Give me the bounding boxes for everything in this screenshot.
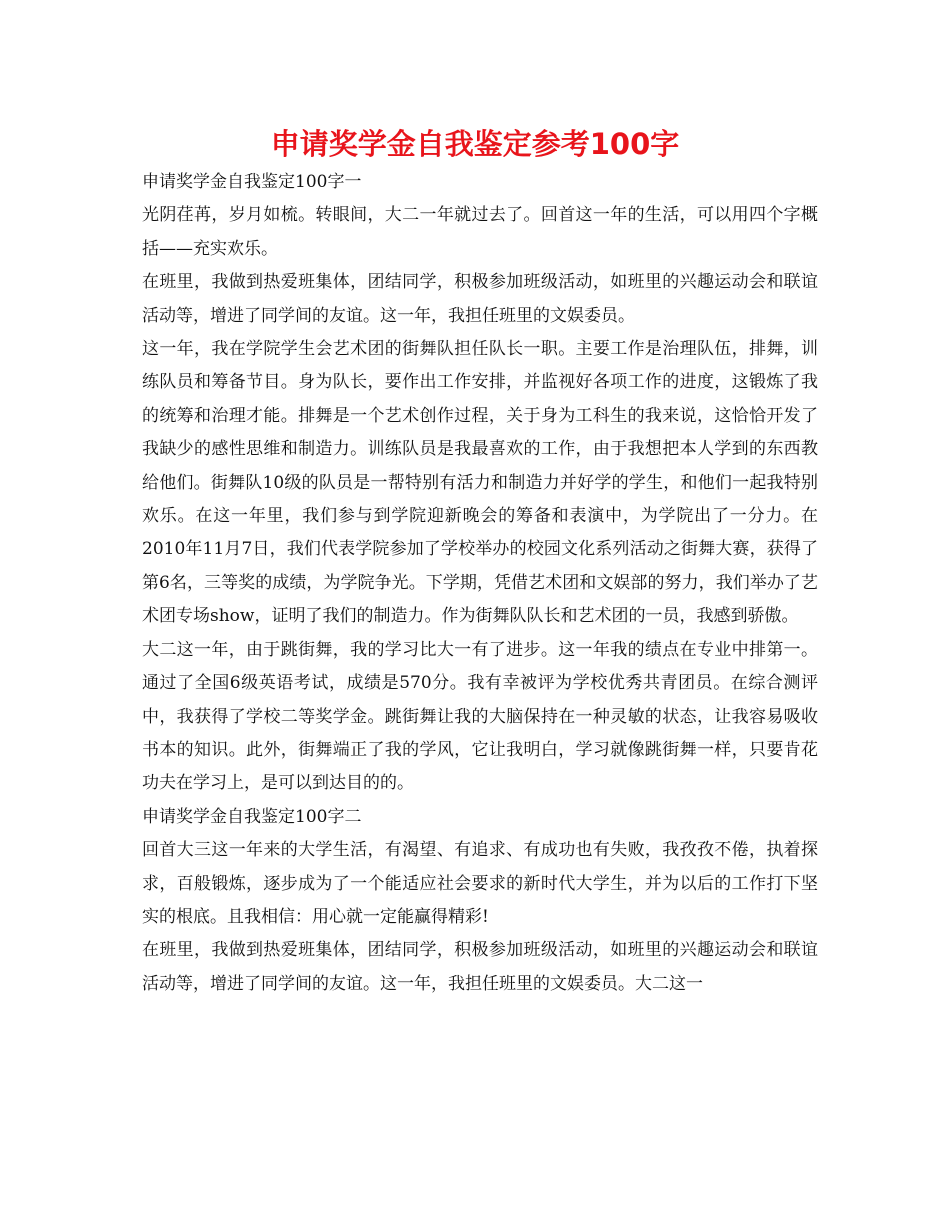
paragraph: 光阴荏苒，岁月如梳。转眼间，大二一年就过去了。回首这一年的生活，可以用四个字概括——充实欢乐。 xyxy=(142,205,818,259)
document-title: 申请奖学金自我鉴定参考100字 xyxy=(270,127,680,161)
paragraph: 大二这一年，由于跳街舞，我的学习比大一有了进步。这一年我的绩点在专业中排第一。通过了全国6级英语考试，成绩是570分。我有幸被评为学校优秀共青团员。在综合测评中，我获得了学校二等奖学金。跳街舞让我的大脑保持在一种灵敏的状态，让我容易吸收书本的知识。此外，街舞端正了我的学风，它让我明白，学习就像跳街舞一样，只要肯花功夫在学习上，是可以到达目的的。 xyxy=(142,639,818,794)
paragraph: 在班里，我做到热爱班集体，团结同学，积极参加班级活动，如班里的兴趣运动会和联谊活动等，增进了同学间的友谊。这一年，我担任班里的文娱委员。 xyxy=(142,272,818,326)
paragraph: 在班里，我做到热爱班集体，团结同学，积极参加班级活动，如班里的兴趣运动会和联谊活动等，增进了同学间的友谊。这一年，我担任班里的文娱委员。大二这一 xyxy=(142,940,818,994)
section-heading-1: 申请奖学金自我鉴定100字一 xyxy=(142,172,362,192)
paragraph: 回首大三这一年来的大学生活，有渴望、有追求、有成功也有失败，我孜孜不倦，执着探求，百般锻炼，逐步成为了一个能适应社会要求的新时代大学生，并为以后的工作打下坚实的根底。且我相信：用心就一定能赢得精彩! xyxy=(142,840,818,927)
paragraph: 这一年，我在学院学生会艺术团的街舞队担任队长一职。主要工作是治理队伍，排舞，训练队员和筹备节目。身为队长，要作出工作安排，并监视好各项工作的进度，这锻炼了我的统筹和治理才能。排舞是一个艺术创作过程，关于身为工科生的我来说，这恰恰开发了我缺少的感性思维和制造力。训练队员是我最喜欢的工作，由于我想把本人学到的东西教给他们。街舞队10级的队员是一帮特别有活力和制造力并好学的学生，和他们一起我特别欢乐。在这一年里，我们参与到学院迎新晚会的筹备和表演中，为学院出了一分力。在2010年11月7日，我们代表学院参加了学校举办的校园文化系列活动之街舞大赛，获得了第6名，三等奖的成绩，为学院争光。下学期，凭借艺术团和文娱部的努力，我们举办了艺术团专场show，证明了我们的制造力。作为街舞队队长和艺术团的一员，我感到骄傲。 xyxy=(142,339,818,627)
document-body xyxy=(142,166,818,1001)
section-heading-2: 申请奖学金自我鉴定100字二 xyxy=(142,806,362,827)
